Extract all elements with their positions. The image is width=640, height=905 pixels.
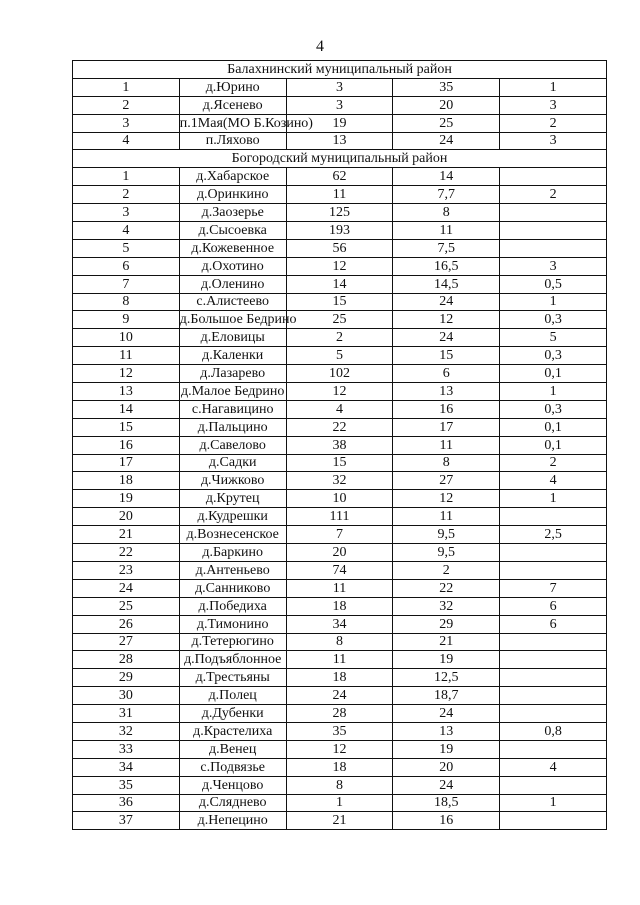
table-row bbox=[73, 794, 607, 812]
value-col-3-cell: 38 bbox=[286, 436, 393, 454]
table-row bbox=[73, 168, 607, 186]
value-col-4-cell: 35 bbox=[393, 78, 500, 96]
row-number-cell: 32 bbox=[73, 722, 180, 740]
settlement-name-cell: д.Оленино bbox=[179, 275, 286, 293]
value-col-3-cell: 125 bbox=[286, 204, 393, 222]
settlement-name-cell: д.Кожевенное bbox=[179, 239, 286, 257]
value-col-5-cell bbox=[500, 705, 607, 723]
value-col-5-cell: 4 bbox=[500, 472, 607, 490]
value-col-4-cell: 24 bbox=[393, 705, 500, 723]
row-number-cell: 7 bbox=[73, 275, 180, 293]
settlement-name-cell: д.Крутец bbox=[179, 490, 286, 508]
value-col-4-cell: 21 bbox=[393, 633, 500, 651]
value-col-5-cell: 4 bbox=[500, 758, 607, 776]
value-col-5-cell bbox=[500, 776, 607, 794]
table-row bbox=[73, 436, 607, 454]
value-col-4-cell: 11 bbox=[393, 508, 500, 526]
table-row bbox=[73, 812, 607, 830]
row-number-cell: 8 bbox=[73, 293, 180, 311]
row-number-cell: 23 bbox=[73, 561, 180, 579]
settlement-name-cell: д.Большое Бедрино bbox=[179, 312, 297, 328]
value-col-3-cell: 15 bbox=[286, 293, 393, 311]
table-row bbox=[73, 490, 607, 508]
value-col-3-cell: 18 bbox=[286, 597, 393, 615]
value-col-4-cell: 8 bbox=[393, 454, 500, 472]
row-number-cell: 3 bbox=[73, 114, 180, 132]
settlement-name-cell: п.Ляхово bbox=[179, 132, 286, 150]
settlement-name-cell: д.Каленки bbox=[179, 347, 286, 365]
settlement-name-cell: д.Вознесенское bbox=[179, 526, 286, 544]
table-row bbox=[73, 705, 607, 723]
value-col-3-cell: 193 bbox=[286, 222, 393, 240]
row-number-cell: 27 bbox=[73, 633, 180, 651]
value-col-5-cell bbox=[500, 508, 607, 526]
row-number-cell: 15 bbox=[73, 418, 180, 436]
value-col-5-cell: 2,5 bbox=[500, 526, 607, 544]
table-row bbox=[73, 758, 607, 776]
value-col-5-cell bbox=[500, 633, 607, 651]
table-row bbox=[73, 454, 607, 472]
table-row bbox=[73, 204, 607, 222]
table-row bbox=[73, 633, 607, 651]
value-col-5-cell bbox=[500, 168, 607, 186]
table-row bbox=[73, 383, 607, 401]
table-row bbox=[73, 526, 607, 544]
row-number-cell: 22 bbox=[73, 544, 180, 562]
value-col-4-cell: 12 bbox=[393, 311, 500, 329]
value-col-3-cell: 34 bbox=[286, 615, 393, 633]
settlement-name-cell: д.Юрино bbox=[179, 78, 286, 96]
value-col-3-cell: 22 bbox=[286, 418, 393, 436]
settlement-name-cell: д.Хабарское bbox=[179, 168, 286, 186]
value-col-5-cell: 0,5 bbox=[500, 275, 607, 293]
table-row bbox=[73, 257, 607, 275]
value-col-5-cell: 2 bbox=[500, 186, 607, 204]
value-col-5-cell: 0,1 bbox=[500, 365, 607, 383]
value-col-3-cell: 3 bbox=[286, 78, 393, 96]
value-col-4-cell: 22 bbox=[393, 579, 500, 597]
settlement-name-cell: д.Сысоевка bbox=[179, 222, 286, 240]
value-col-3-cell: 28 bbox=[286, 705, 393, 723]
value-col-5-cell: 6 bbox=[500, 597, 607, 615]
value-col-5-cell: 1 bbox=[500, 293, 607, 311]
row-number-cell: 2 bbox=[73, 186, 180, 204]
table-row bbox=[73, 329, 607, 347]
value-col-5-cell: 0,3 bbox=[500, 311, 607, 329]
settlement-name-cell: д.Кудрешки bbox=[179, 508, 286, 526]
value-col-4-cell: 12 bbox=[393, 490, 500, 508]
value-col-4-cell: 15 bbox=[393, 347, 500, 365]
value-col-5-cell: 3 bbox=[500, 257, 607, 275]
value-col-3-cell: 5 bbox=[286, 347, 393, 365]
settlement-name-cell: д.Еловицы bbox=[179, 329, 286, 347]
settlement-name-cell: д.Лазарево bbox=[179, 365, 286, 383]
settlement-name-cell: д.Санниково bbox=[179, 579, 286, 597]
settlement-name-cell: п.1Мая(МО Б.Козино) bbox=[179, 115, 313, 131]
value-col-3-cell: 21 bbox=[286, 812, 393, 830]
table-row bbox=[73, 293, 607, 311]
value-col-3-cell: 3 bbox=[286, 96, 393, 114]
value-col-4-cell: 18,7 bbox=[393, 687, 500, 705]
value-col-4-cell: 27 bbox=[393, 472, 500, 490]
row-number-cell: 20 bbox=[73, 508, 180, 526]
table-row bbox=[73, 311, 607, 329]
value-col-4-cell: 20 bbox=[393, 758, 500, 776]
value-col-3-cell: 11 bbox=[286, 651, 393, 669]
value-col-5-cell bbox=[500, 561, 607, 579]
settlement-name-cell: д.Охотино bbox=[179, 257, 286, 275]
row-number-cell: 6 bbox=[73, 257, 180, 275]
settlement-name-cell: д.Подъяблонное bbox=[179, 651, 286, 669]
value-col-4-cell: 24 bbox=[393, 776, 500, 794]
value-col-5-cell bbox=[500, 544, 607, 562]
value-col-5-cell: 6 bbox=[500, 615, 607, 633]
value-col-5-cell bbox=[500, 222, 607, 240]
section-title: Балахнинский муниципальный район bbox=[73, 61, 607, 79]
settlement-name-cell: д.Тимонино bbox=[179, 615, 286, 633]
row-number-cell: 37 bbox=[73, 812, 180, 830]
value-col-3-cell: 102 bbox=[286, 365, 393, 383]
value-col-3-cell: 12 bbox=[286, 740, 393, 758]
value-col-5-cell: 2 bbox=[500, 454, 607, 472]
value-col-5-cell: 0,3 bbox=[500, 400, 607, 418]
row-number-cell: 13 bbox=[73, 383, 180, 401]
row-number-cell: 35 bbox=[73, 776, 180, 794]
table-row bbox=[73, 722, 607, 740]
row-number-cell: 17 bbox=[73, 454, 180, 472]
settlement-name-cell: д.Победиха bbox=[179, 597, 286, 615]
settlement-name-cell: д.Садки bbox=[179, 454, 286, 472]
row-number-cell: 21 bbox=[73, 526, 180, 544]
value-col-3-cell: 24 bbox=[286, 687, 393, 705]
value-col-5-cell: 0,8 bbox=[500, 722, 607, 740]
table-row bbox=[73, 400, 607, 418]
section-title: Богородский муниципальный район bbox=[73, 150, 607, 168]
value-col-4-cell: 17 bbox=[393, 418, 500, 436]
row-number-cell: 34 bbox=[73, 758, 180, 776]
value-col-5-cell: 1 bbox=[500, 383, 607, 401]
value-col-5-cell bbox=[500, 812, 607, 830]
table-row bbox=[73, 579, 607, 597]
value-col-5-cell: 1 bbox=[500, 78, 607, 96]
value-col-3-cell: 14 bbox=[286, 275, 393, 293]
settlement-name-cell: д.Чижково bbox=[179, 472, 286, 490]
value-col-4-cell: 16 bbox=[393, 812, 500, 830]
value-col-4-cell: 6 bbox=[393, 365, 500, 383]
value-col-3-cell: 56 bbox=[286, 239, 393, 257]
value-col-3-cell: 25 bbox=[286, 311, 393, 329]
value-col-3-cell: 35 bbox=[286, 722, 393, 740]
settlement-name-cell: д.Ченцово bbox=[179, 776, 286, 794]
settlement-name-cell: д.Дубенки bbox=[179, 705, 286, 723]
settlement-name-cell: д.Полец bbox=[179, 687, 286, 705]
table-row bbox=[73, 132, 607, 150]
value-col-4-cell: 19 bbox=[393, 651, 500, 669]
value-col-3-cell: 18 bbox=[286, 669, 393, 687]
value-col-4-cell: 14,5 bbox=[393, 275, 500, 293]
row-number-cell: 26 bbox=[73, 615, 180, 633]
settlements-table bbox=[72, 60, 607, 830]
value-col-4-cell: 18,5 bbox=[393, 794, 500, 812]
value-col-4-cell: 14 bbox=[393, 168, 500, 186]
row-number-cell: 5 bbox=[73, 239, 180, 257]
value-col-3-cell: 74 bbox=[286, 561, 393, 579]
value-col-3-cell: 32 bbox=[286, 472, 393, 490]
value-col-5-cell: 5 bbox=[500, 329, 607, 347]
table-row bbox=[73, 186, 607, 204]
table-row bbox=[73, 239, 607, 257]
table-row bbox=[73, 740, 607, 758]
row-number-cell: 14 bbox=[73, 400, 180, 418]
value-col-4-cell: 2 bbox=[393, 561, 500, 579]
table-row bbox=[73, 561, 607, 579]
table-row bbox=[73, 347, 607, 365]
row-number-cell: 16 bbox=[73, 436, 180, 454]
row-number-cell: 19 bbox=[73, 490, 180, 508]
row-number-cell: 4 bbox=[73, 132, 180, 150]
value-col-3-cell: 13 bbox=[286, 132, 393, 150]
table-row bbox=[73, 96, 607, 114]
value-col-3-cell: 18 bbox=[286, 758, 393, 776]
table-row bbox=[73, 78, 607, 96]
value-col-3-cell: 2 bbox=[286, 329, 393, 347]
value-col-4-cell: 7,7 bbox=[393, 186, 500, 204]
value-col-5-cell bbox=[500, 687, 607, 705]
value-col-5-cell bbox=[500, 651, 607, 669]
table-row bbox=[73, 776, 607, 794]
value-col-3-cell: 8 bbox=[286, 633, 393, 651]
settlement-name-cell: с.Подвязье bbox=[179, 758, 286, 776]
value-col-4-cell: 13 bbox=[393, 722, 500, 740]
table-row bbox=[73, 472, 607, 490]
value-col-3-cell: 11 bbox=[286, 186, 393, 204]
table-row bbox=[73, 222, 607, 240]
settlement-name-cell: д.Сляднево bbox=[179, 794, 286, 812]
row-number-cell: 18 bbox=[73, 472, 180, 490]
table-row bbox=[73, 508, 607, 526]
table-row bbox=[73, 615, 607, 633]
value-col-4-cell: 16,5 bbox=[393, 257, 500, 275]
row-number-cell: 28 bbox=[73, 651, 180, 669]
value-col-5-cell: 0,3 bbox=[500, 347, 607, 365]
value-col-3-cell: 20 bbox=[286, 544, 393, 562]
value-col-5-cell: 1 bbox=[500, 490, 607, 508]
table-row bbox=[73, 597, 607, 615]
table-row bbox=[73, 669, 607, 687]
row-number-cell: 33 bbox=[73, 740, 180, 758]
page-number: 4 bbox=[316, 38, 324, 55]
value-col-3-cell: 4 bbox=[286, 400, 393, 418]
value-col-3-cell: 62 bbox=[286, 168, 393, 186]
value-col-3-cell: 10 bbox=[286, 490, 393, 508]
settlement-name-cell: д.Ясенево bbox=[179, 96, 286, 114]
value-col-4-cell: 20 bbox=[393, 96, 500, 114]
settlement-name-cell: д.Заозерье bbox=[179, 204, 286, 222]
settlement-name-cell: д.Крастелиха bbox=[179, 722, 286, 740]
settlement-name-cell: д.Савелово bbox=[179, 436, 286, 454]
value-col-3-cell: 8 bbox=[286, 776, 393, 794]
table-row bbox=[73, 114, 607, 132]
value-col-4-cell: 9,5 bbox=[393, 544, 500, 562]
row-number-cell: 4 bbox=[73, 222, 180, 240]
value-col-3-cell: 11 bbox=[286, 579, 393, 597]
row-number-cell: 12 bbox=[73, 365, 180, 383]
row-number-cell: 1 bbox=[73, 78, 180, 96]
value-col-4-cell: 13 bbox=[393, 383, 500, 401]
settlement-name-cell: д.Малое Бедрино bbox=[180, 383, 285, 399]
row-number-cell: 29 bbox=[73, 669, 180, 687]
settlement-name-cell: д.Непецино bbox=[179, 812, 286, 830]
value-col-5-cell bbox=[500, 740, 607, 758]
value-col-3-cell: 19 bbox=[286, 114, 393, 132]
value-col-5-cell bbox=[500, 239, 607, 257]
value-col-4-cell: 12,5 bbox=[393, 669, 500, 687]
value-col-4-cell: 9,5 bbox=[393, 526, 500, 544]
row-number-cell: 9 bbox=[73, 311, 180, 329]
settlement-name-cell: д.Трестьяны bbox=[179, 669, 286, 687]
settlement-name-cell: с.Алистеево bbox=[179, 293, 286, 311]
settlement-name-cell: с.Нагавицино bbox=[179, 400, 286, 418]
value-col-3-cell: 15 bbox=[286, 454, 393, 472]
value-col-5-cell: 7 bbox=[500, 579, 607, 597]
row-number-cell: 24 bbox=[73, 579, 180, 597]
value-col-4-cell: 11 bbox=[393, 436, 500, 454]
row-number-cell: 3 bbox=[73, 204, 180, 222]
settlement-name-cell: д.Антеньево bbox=[179, 561, 286, 579]
value-col-4-cell: 7,5 bbox=[393, 239, 500, 257]
table-row bbox=[73, 544, 607, 562]
settlement-name-cell: д.Тетерюгино bbox=[179, 633, 286, 651]
value-col-3-cell: 7 bbox=[286, 526, 393, 544]
value-col-4-cell: 24 bbox=[393, 293, 500, 311]
value-col-5-cell bbox=[500, 204, 607, 222]
row-number-cell: 1 bbox=[73, 168, 180, 186]
value-col-4-cell: 19 bbox=[393, 740, 500, 758]
value-col-4-cell: 16 bbox=[393, 400, 500, 418]
table-row bbox=[73, 651, 607, 669]
row-number-cell: 30 bbox=[73, 687, 180, 705]
value-col-3-cell: 12 bbox=[286, 383, 393, 401]
settlement-name-cell: д.Пальцино bbox=[179, 418, 286, 436]
table-row bbox=[73, 687, 607, 705]
row-number-cell: 10 bbox=[73, 329, 180, 347]
value-col-4-cell: 11 bbox=[393, 222, 500, 240]
value-col-4-cell: 29 bbox=[393, 615, 500, 633]
value-col-4-cell: 25 bbox=[393, 114, 500, 132]
value-col-4-cell: 24 bbox=[393, 329, 500, 347]
value-col-3-cell: 12 bbox=[286, 257, 393, 275]
value-col-4-cell: 32 bbox=[393, 597, 500, 615]
value-col-5-cell: 0,1 bbox=[500, 418, 607, 436]
row-number-cell: 25 bbox=[73, 597, 180, 615]
value-col-4-cell: 8 bbox=[393, 204, 500, 222]
value-col-5-cell: 3 bbox=[500, 96, 607, 114]
section-header-row bbox=[73, 150, 607, 168]
table-row bbox=[73, 418, 607, 436]
section-header-row bbox=[73, 61, 607, 79]
row-number-cell: 11 bbox=[73, 347, 180, 365]
row-number-cell: 2 bbox=[73, 96, 180, 114]
value-col-3-cell: 111 bbox=[286, 508, 393, 526]
row-number-cell: 31 bbox=[73, 705, 180, 723]
value-col-5-cell: 3 bbox=[500, 132, 607, 150]
row-number-cell: 36 bbox=[73, 794, 180, 812]
value-col-4-cell: 24 bbox=[393, 132, 500, 150]
settlement-name-cell: д.Оринкино bbox=[179, 186, 286, 204]
settlement-name-cell: д.Баркино bbox=[179, 544, 286, 562]
value-col-5-cell: 2 bbox=[500, 114, 607, 132]
value-col-5-cell: 0,1 bbox=[500, 436, 607, 454]
table-row bbox=[73, 365, 607, 383]
value-col-5-cell bbox=[500, 669, 607, 687]
table-row bbox=[73, 275, 607, 293]
settlement-name-cell: д.Венец bbox=[179, 740, 286, 758]
value-col-5-cell: 1 bbox=[500, 794, 607, 812]
value-col-3-cell: 1 bbox=[286, 794, 393, 812]
